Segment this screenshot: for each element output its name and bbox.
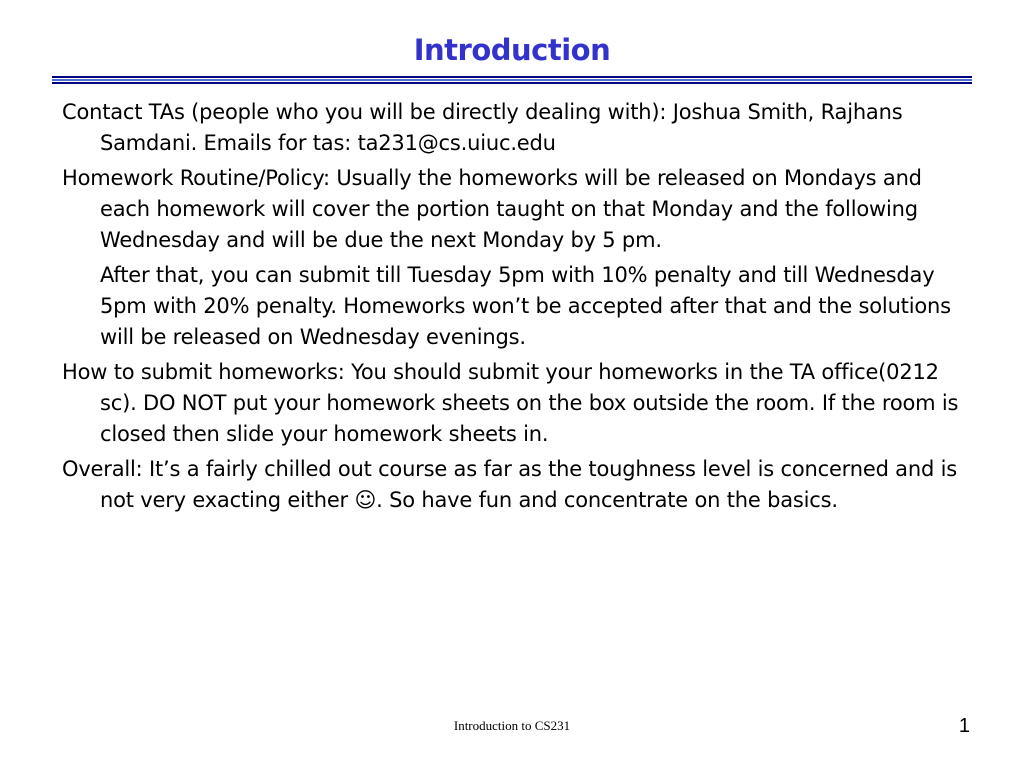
slide-title: Introduction [413,33,611,67]
overall-paragraph [62,454,962,516]
smiley-icon: ☺ [354,488,377,512]
overall-text-start: Overall: It’s a fairly chilled out course as far as the toughness level is concerned and is not very exacting either [62,457,957,512]
submission-paragraph: How to submit homeworks: You should submit your homeworks in the TA office(0212 sc). DO NOT put your homework sheets on the box outside the room. If the room is closed then slide your homework sheets in. [62,360,959,446]
title-divider [52,76,972,84]
homework-policy-paragraph: Homework Routine/Policy: Usually the homeworks will be released on Mondays and each homework will cover the portion taught on that Monday and the following Wednesday and will be due the next Monday by 5 pm. [62,166,922,252]
slide-body [62,97,962,520]
footer-course-title: Introduction to CS231 [453,718,571,733]
contact-tas-paragraph: Contact TAs (people who you will be directly dealing with): Joshua Smith, Rajhans Samdani. Emails for tas: ta231@cs.uiuc.edu [62,100,903,155]
page-number: 1 [958,715,970,737]
overall-text-end: . So have fun and concentrate on the basics. [376,488,838,512]
title-divider-fill [52,79,972,81]
late-submission-paragraph: After that, you can submit till Tuesday 5pm with 10% penalty and till Wednesday 5pm with 20% penalty. Homeworks won’t be accepted after that and the solutions will be released on Wednesday evenings. [100,263,951,349]
